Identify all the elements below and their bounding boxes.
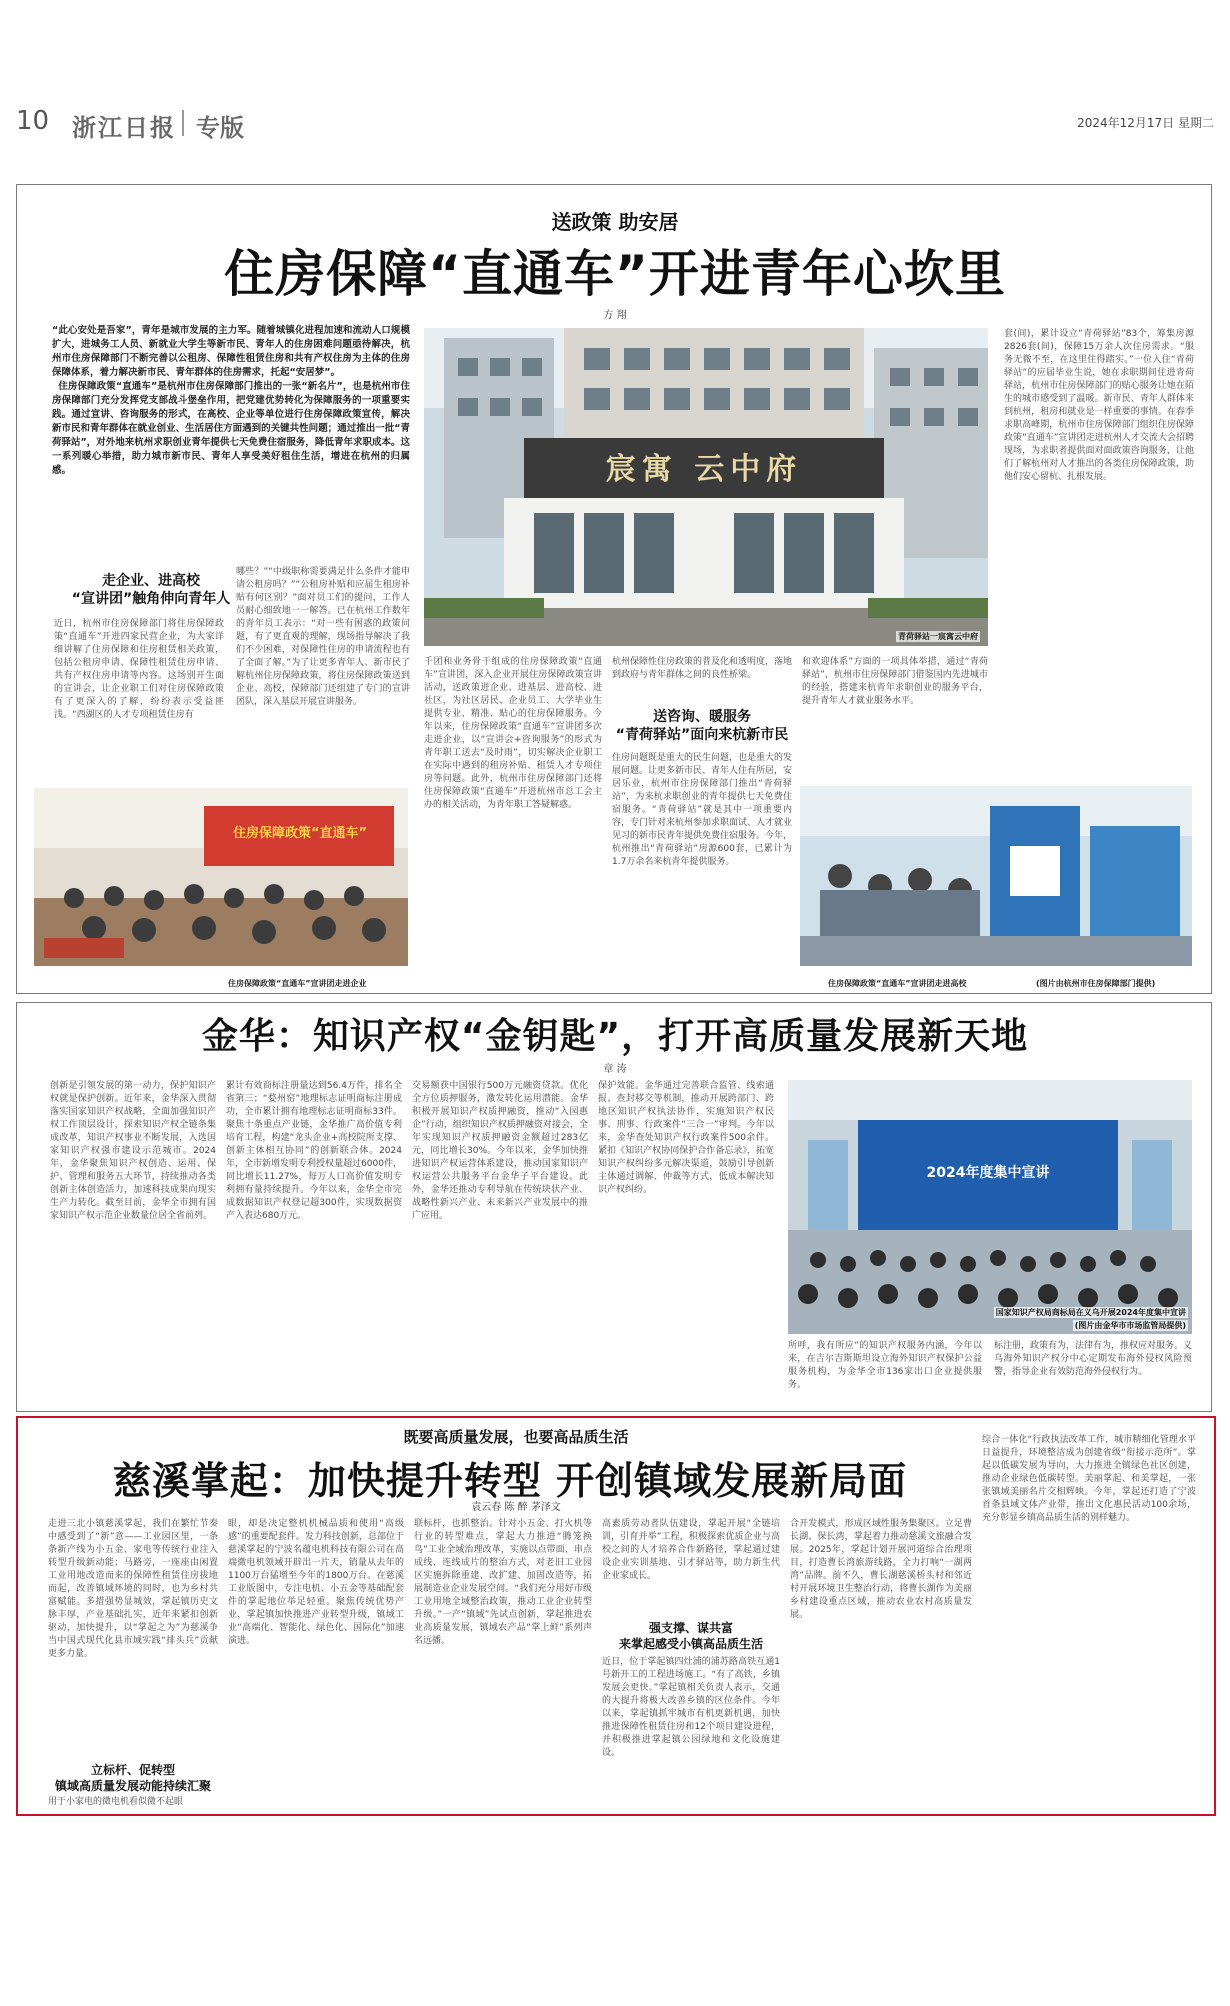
masthead: [16, 106, 1214, 140]
article2-photo-caption: 国家知识产权局商标局在义乌开展2024年度集中宣讲: [995, 1308, 1186, 1317]
article2-col2: 累计有效商标注册量达到56.4万件，排名全省第三；“婺州窑”地理标志证明商标注册成功，全市累计拥有地理标志证明商标33件。聚焦十条重点产业链，金华推广高价值专利培育工程，构建“龙头企业+高校院所支撑、创新主体相互协同”的创新联合体。2024年，全市新增发明专利授权量超过6000件，同比增长11.27%，每万人口高价值发明专利拥有量持续提升。今年以来，金华全市完成数据知识产权登记超300件，实现数据资产入表达680万元。: [226, 1081, 402, 1221]
article1-kicker: 送政策 助安居: [551, 210, 679, 234]
article2-photo-event: [788, 1080, 1192, 1334]
page-number: 10: [16, 106, 50, 136]
article3-subhead2: [602, 1620, 780, 1652]
article3-col6: 综合一体化“行政执法改革工作，城市精细化管理水平日益提升，环境整洁成为创建省级“衔接示范所”。掌起以低碳发展为导向，大力推进全镇绿色社区创建，推动企业绿色低碳转型。美丽掌起、和美掌起，一张张镇域美丽名片交相辉映。今年，掌起还打造了宁波首条县域文体产业带，推出文化惠民活动100余场，充分彰显乡镇高品质生活的别样魅力。: [982, 1435, 1196, 1523]
photo3-credit: (图片由杭州市住房保障部门提供): [1036, 979, 1156, 988]
article3-col1b: 用于小家电的微电机看似微不起眼: [48, 1797, 184, 1807]
article1-col5: 和欢迎体系”方面的一项具体举措，通过“青荷驿站”，杭州市住房保障部门借鉴国内先进城市的经验，搭建来杭青年求职创业的服务平台，提升青年人才就业服务水平。: [802, 657, 988, 706]
article1-photo-university: [800, 786, 1192, 966]
article3-col4: 高素质劳动者队伍建设，掌起开展“全链培训，引育并举”工程，积极探索优质企业与高校之间的人才培养合作新路径，掌起通过建设企业实训基地、引才驿站等，助力新生代企业家成长。: [602, 1519, 780, 1581]
article1-col2: 哪些？”“中级职称需要满足什么条件才能申请公租房吗？”“公租房补贴和应届生租房补贴有何区别？”面对员工们的提问，工作人员耐心细致地一一解答。已在杭州工作数年的青年员工表示：“对一些有困惑的政策问题，有了更直观的理解，现场指导解决了我们不少困难，对保障性住房的申请流程也有了全面了解。”为了让更多青年人、新市民了解杭州住房保障政策，将住房保障政策送到企业、高校，保障部门还组建了专门的宣讲团队，深入基层开展宣讲服务。: [236, 567, 410, 707]
section-name: 专版: [196, 114, 244, 142]
article1-lead: [52, 324, 410, 552]
article3-subhead1-text: 立标杆、促转型 镇域高质量发展动能持续汇聚: [54, 1763, 211, 1793]
article2-photo-credit: (图片由金华市市场监管局提供): [1074, 1321, 1186, 1330]
article3-col3: 联标杆，也抓整治。针对小五金、打火机等行业的转型难点，掌起大力推进“腾笼换鸟”工业全域治理改革，实施以点带面、串点成线、连线成片的整治方式，对老旧工业园区实施拆除重建、改扩建、加固改造等，拓展制造业企业发展空间。“我们充分用好市级工业用地全域整治政策，推动工业企业转型升级。”一产“镇域”先试点创新，掌起推进农业高质量发展，镇域农产品“掌上鲜”系列声名远播。: [414, 1519, 592, 1646]
article1-subhead2-text: 送咨询、暖服务 “青荷驿站”面向来杭新市民: [615, 709, 789, 743]
photo3-caption: 住房保障政策“直通车”宣讲团走进高校: [828, 979, 967, 988]
article1-photo-enterprise: [34, 788, 408, 966]
photo2-caption: 住房保障政策“直通车”宣讲团走进企业: [228, 979, 367, 988]
article1-headline: 住房保障“直通车”开进青年心坎里: [224, 245, 1006, 303]
article3-col4b: 近日，位于掌起镇四灶浦的浦苏路高铁互通1号新开工的工程进场施工。“有了高铁，乡镇发展会更快。”掌起镇相关负责人表示，交通的大提升将极大改善乡镇的区位条件。今年以来，掌起镇抓牢城市有机更新机遇，加快推进保障性租赁住房和12个项目建设进程，并积极推进掌起镇公园绿地和文化设施建设。: [602, 1657, 780, 1758]
article1-col4: 杭州保障性住房政策的普及化和透明度，落地到政府与青年群体之间的良性桥梁。: [612, 657, 792, 680]
article1-col3: 千团和业务骨干组成的住房保障政策“直通车”宣讲团，深入企业开展住房保障政策宣讲活动，送政策进企业、进基层、进高校、进社区，为社区居民、企业员工、大学毕业生提供专业、精准、贴心的住房保障服务。今年以来，住房保障政策“直通车”宣讲团多次走进企业，以“宣讲会+咨询服务”的形式为青年职工送去“及时雨”，切实解决企业职工在实际中遇到的租房补贴、租赁人才专项住房等问题。此外，杭州市住房保障部门还将住房保障政策“直通车”开进杭州市总工会主办的相关活动，为青年职工答疑解惑。: [424, 657, 602, 810]
meeting-illustration: [34, 788, 408, 966]
article2-col1: 创新是引领发展的第一动力，保护知识产权就是保护创新。近年来，金华深入贯彻落实国家知识产权战略，全面加强知识产权工作顶层设计，探索知识产权全链条集成改革，知识产权事业不断发展，入选国家知识产权强市建设示范城市。2024年，金华聚焦知识产权创造、运用、保护、管理和服务五大环节，持续推动各类创新主体创造活力，加速科技成果向现实生产力转化。截至目前，金华全市拥有国家知识产权示范企业数量位居全省前列。: [50, 1081, 216, 1221]
enterprise-banner: 住房保障政策“直通车”: [232, 826, 368, 841]
article1-byline: 方 翔: [603, 310, 627, 321]
article2-col3: 交易额获中国银行500万元融资贷款。优化全方位质押服务，激发转化运用潜能。金华积极开展知识产权质押融资，推动“入园惠企”行动，组织知识产权质押融资对接会，全年实现知识产权质押融资金额超过283亿元，同比增长30%。今年以来，金华加快推进知识产权运营体系建设，推动国家知识产权运营公共服务平台金华子平台建设。此外，金华还推动专利导航在传统块状产业、战略性新兴产业、未来新兴产业发展中的推广应用。: [412, 1081, 588, 1221]
article3-col1: 走进三北小镇慈溪掌起，我们在繁忙节奏中感受到了“新”意——工业园区里，一条条新产线为小五金、家电等传统行业注入转型升级新动能；马路旁，一座座由闲置工业用地改造而来的保障性租赁住房拔地而起，改善镇域环境的同时，也为乡村共富赋能。多措强势显城效，掌起镇历史文脉丰厚，产业基础扎实，近年来紧扣创新驱动，加快提升，以“掌起之为”为慈溪争当中国式现代化县市域实践“排头兵”贡献更多力量。: [48, 1519, 218, 1659]
article1-photo-building: [424, 328, 988, 646]
issue-date: 2024年12月17日 星期二: [1077, 116, 1214, 130]
article1-col1: 近日，杭州市住房保障部门将住房保障政策“直通车”开进四家民营企业，为大家详细讲解了住房保障和住房租赁相关政策，包括公租房申请、保障性租赁住房申请、共有产权住房申请等内容。这场别开生面的宣讲会，让企业职工们对住房保障政策有了更深入的了解，纷纷表示受益匪浅。“西湖区的人才专项租赁住房有: [54, 619, 224, 720]
article3-headline: 慈溪掌起：加快提升转型 开创镇域发展新局面: [112, 1459, 908, 1503]
article2-col5: 所呼，我有所应”的知识产权服务内涵，今年以来，在吉尔吉斯斯坦设立海外知识产权保护公益服务机构，为金华全市136家出口企业提供服务。: [788, 1341, 982, 1390]
photo1-caption: 青荷驿站一宸寓云中府: [898, 632, 978, 641]
article3-byline: 袁云春 陈 醉 茅泽文: [471, 1502, 561, 1513]
article2-col6: 标注册，政策有为，法律有为，推权应对服务。义乌海外知识产权分中心定期发布海外侵权风险预警，指导企业有效防范海外侵权行为。: [994, 1341, 1192, 1377]
conference-illustration: [788, 1080, 1192, 1334]
article3-col5: 合开发模式，形成区域性服务集聚区。立足曹长湖、保长湾，掌起着力推动慈溪文旅融合发展。2025年，掌起计划开展河道综合治理项目，打造曹长湾旅游线路，全力打响“一湖两湾”品牌。前不久，曹长湖慈溪桥头村和邻近村开展环境卫生整治行动，将曹长湖作为美丽乡村建设重点区域，推动农业农村高质量发展。: [790, 1519, 972, 1620]
paper-name: 浙江日报: [72, 113, 176, 142]
article2-byline: 章 涛: [603, 1064, 627, 1075]
article1-paragraph2: 住房保障政策“直通车”是杭州市住房保障部门推出的一张“新名片”，也是杭州市住房保障部门充分发挥党支部战斗堡垒作用，把党建优势转化为保障服务的一项重要实践。通过宣讲、咨询服务的形式，在高校、企业等单位进行住房保障政策宣传，解决新市民和青年群体在就业创业、生活居住方面遇到的关键共性问题；通过推出一批“青荷驿站”，对外地来杭州求职创业青年提供七天免费住宿服务，降低青年求职成本。这一系列暖心举措，助力城市新市民、青年人享受美好租住生活，增进在杭州的归属感。: [52, 381, 410, 476]
article3-col2: 眼，却是决定整机机械品质和使用“高级感”的重要配套件。发力科技创新，总部位于慈溪掌起的宁波名蕴电机科技有限公司在高端微电机领域开辟出一片天，销量从去年的1100万台猛增至今年的1800万台。在慈溪工业版图中，专注电机、小五金等基础配套件的掌起地位举足轻重。聚焦传统优势产业，掌起镇加快推进产业转型升级，镇域工业“高端化、智能化、绿色化、国际化”加速演进。: [228, 1519, 404, 1646]
article3-subhead1: [40, 1762, 226, 1794]
article3-kicker: 既要高质量发展，也要高品质生活: [403, 1428, 629, 1446]
conference-screen-title: 2024年度集中宣讲: [926, 1165, 1050, 1181]
article1-subhead1: [56, 572, 246, 608]
article3-subhead2-text: 强支撑、谋共富 来掌起感受小镇高品质生活: [618, 1621, 763, 1651]
article1-col4b: 住房问题既是重大的民生问题，也是重大的发展问题。让更多新市民、青年人住有所居，安居乐业，杭州市住房保障部门推出“青荷驿站”，为来杭求职创业的青年提供七天免费住宿服务。“青荷驿站”就是其中一项重要内容，专门针对来杭州参加求职面试、人才就业见习的新市民青年提供免费住宿服务。今年，杭州推出“青荷驿站”房源600套，已累计为1.7万余名来杭青年提供服务。: [612, 753, 792, 867]
article1-lead-paragraph: “此心安处是吾家”，青年是城市发展的主力军。随着城镇化进程加速和流动人口规模扩大，进城务工人员、新就业大学生等新市民、青年人的住房困难问题亟待解决，杭州市住房保障部门不断完善以公租房、保障性租赁住房和共有产权住房为主体的住房保障体系，着力解决新市民、青年群体的住房需求，托起“安居梦”。: [52, 325, 410, 378]
article1-subhead2: [612, 708, 792, 744]
article1-subhead1-text: 走企业、进高校 “宣讲团”触角伸向青年人: [71, 573, 231, 607]
article2-headline: 金华：知识产权“金钥匙”，打开高质量发展新天地: [201, 1016, 1029, 1057]
building-sign: 宸寓 云中府: [605, 452, 803, 487]
masthead-divider: [182, 110, 184, 136]
booth-illustration: [800, 786, 1192, 966]
article1-right-col: 套(间)，累计设立“青荷驿站”83个，筹集房源2826套(间)，保障15万余人次住房需求。“服务无微不至，在这里住得踏实。”一位入住“青荷驿站”的应届毕业生说，她在求职期间住进青荷驿站，杭州市住房保障部门的贴心服务让她在陌生的城市感受到了温暖。新市民、青年人群体来到杭州，租房和就业是一样重要的事情。在春季求职高峰期，杭州市住房保障部门组织住房保障政策“直通车”宣讲团走进杭州人才交流大会招聘现场，为求职者提供面对面政策咨询服务，让他们了解杭州对人才推出的各类住房保障政策，助他们安心留杭、扎根发展。: [1004, 329, 1194, 482]
article2-col4: 保护效能。金华通过完善联合监管、线索通报、查封移交等机制，推动开展跨部门、跨地区知识产权执法协作，实施知识产权民事、刑事、行政案件“三合一”审判。今年以来，金华查处知识产权行政案件500余件。紧扣《知识产权协同保护合作备忘录》，拓宽知识产权纠纷多元解决渠道，鼓励引导创新主体通过调解、仲裁等方式，低成本解决知识产权纠纷。: [598, 1081, 774, 1195]
